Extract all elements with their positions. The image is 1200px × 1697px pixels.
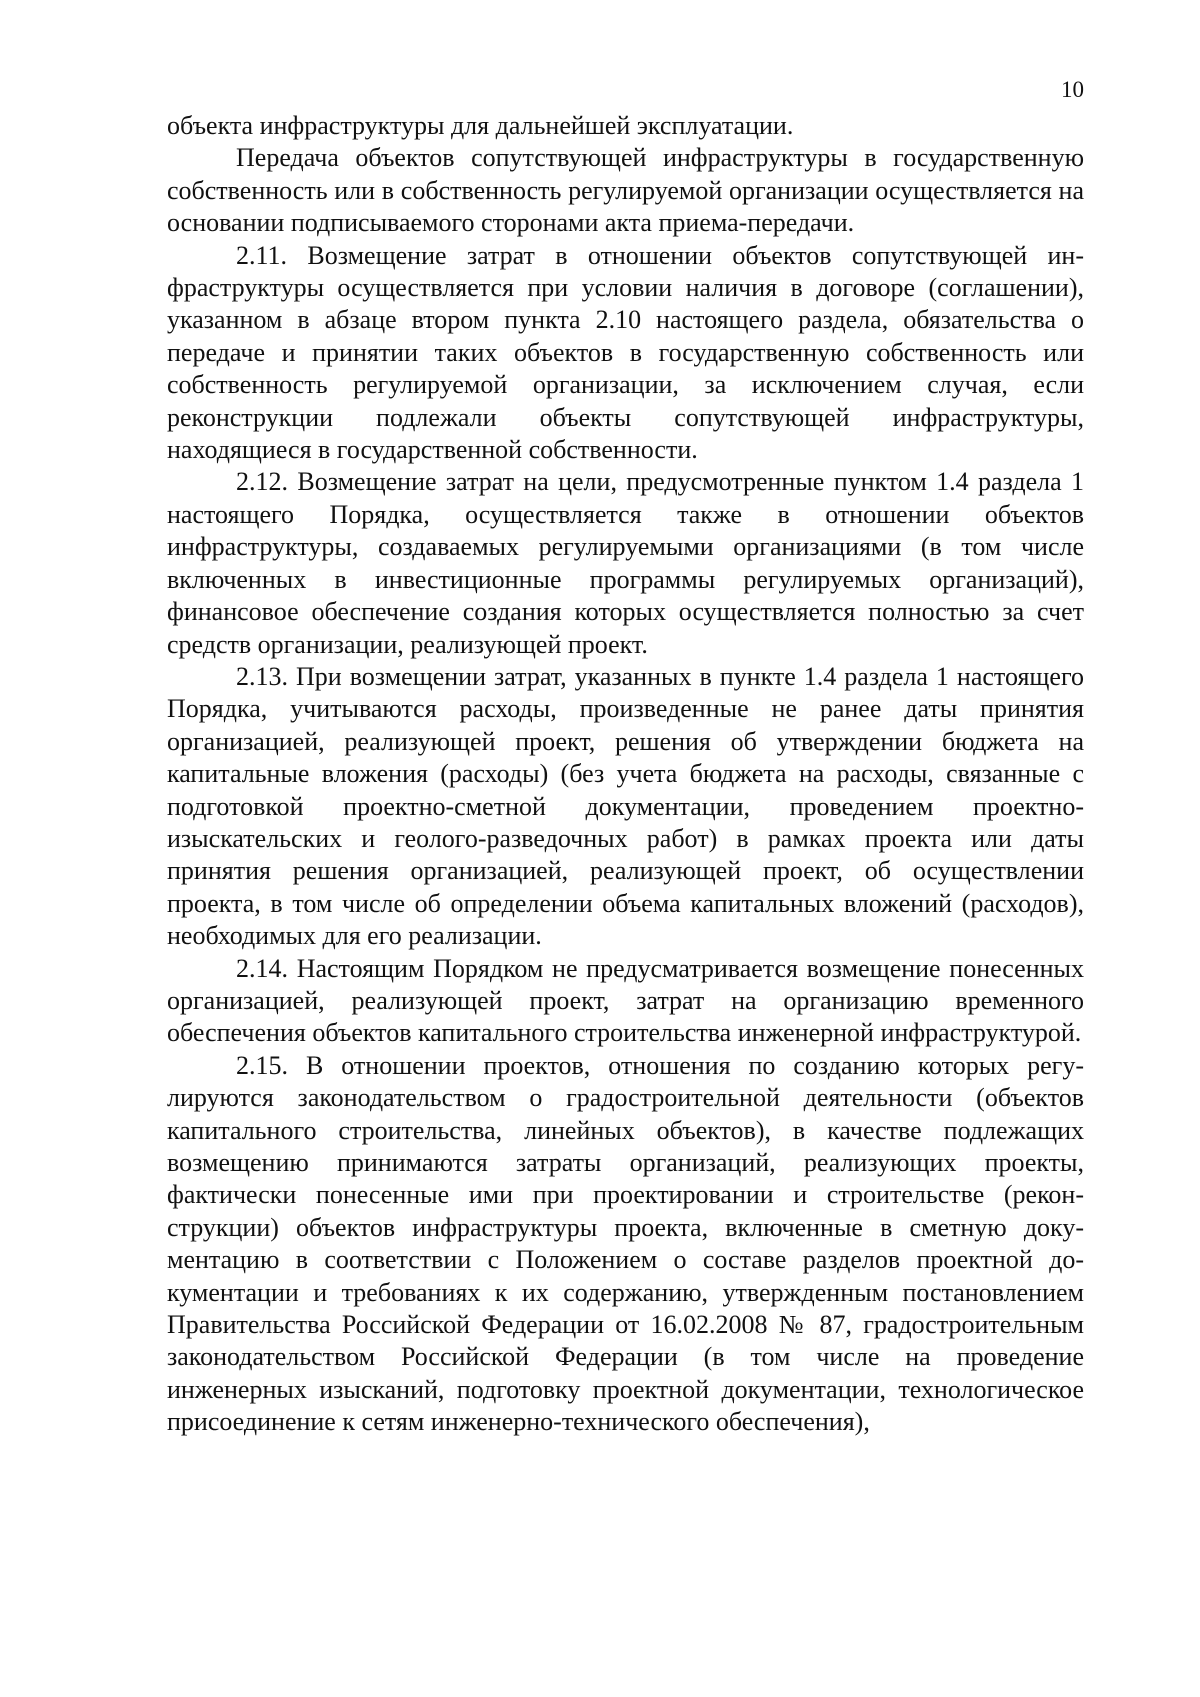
document-body [167,110,1084,1439]
paragraph-2-15: 2.15. В отношении проектов, отношения по созданию которых регулируются законодательством о градостроительной деятельности (объектов капитального строительства, линейных объектов), в качестве подлежащих возмещению принимаются затраты организаций, реализующих проекты, фактически понесенные ими при проектировании и строительстве (реконструкции) объектов инфраструктуры проекта, включенные в сметную документацию в соответствии с Положением о составе разделов проектной документации и требованиях к их содержанию, утвержденным постановлением Правительства Российской Федерации от 16.02.2008 № 87, градостроительным законодательством Российской Федерации (в том числе на проведение инженерных изысканий, подготовку проектной документации, технологическое присоединение к сетям инженерно-технического обеспечения), [167,1050,1084,1437]
paragraph-transfer-of-objects: Передача объектов сопутствующей инфраструктуры в государственную собственность или в собственность регулируемой организации осуществляется на основании подписываемого сторонами акта приема-передачи. [167,143,1084,238]
paragraph-2-13: 2.13. При возмещении затрат, указанных в пункте 1.4 раздела 1 настоящего Порядка, учитываются расходы, произведенные не ранее даты принятия организацией, реализующей проект, решения об утверждении бюджета на капитальные вложения (расходы) (без учета бюджета на расходы, связанные с подготовкой проектно-сметной документации, проведением проектно-изыскательских и геолого-разведочных работ) в рамках проекта или даты принятия решения организацией, реализующей проект, об осуществлении проекта, в том числе об определении объема капитальных вложений (расходов), необходимых для его реализации. [167,661,1084,951]
paragraph-2-12: 2.12. Возмещение затрат на цели, предусмотренные пунктом 1.4 раздела 1 настоящего Порядка, осуществляется также в отношении объектов инфраструктуры, создаваемых регулируемыми организациями (в том числе включенных в инвестиционные программы регулируемых организаций), финансовое обеспечение создания которых осуществляется полностью за счет средств организации, реализующей проект. [167,467,1084,659]
page-number: 10 [1061,77,1084,102]
paragraph-2-14: 2.14. Настоящим Порядком не предусматривается возмещение понесенных организацией, реализующей проект, затрат на организацию временного обеспечения объектов капитального строительства инженерной инфраструктурой. [167,953,1084,1048]
paragraph-2-11: 2.11. Возмещение затрат в отношении объектов сопутствующей инфраструктуры осуществляется при условии наличия в договоре (соглашении), указанном в абзаце втором пункта 2.10 настоящего раздела, обязательства о передаче и принятии таких объектов в государственную собственность или собственность регулируемой организации, за исключением случая, если реконструкции подлежали объекты сопутствующей инфраструктуры, находящиеся в государственной собственности. [167,240,1084,465]
paragraph-continuation: объекта инфраструктуры для дальнейшей эксплуатации. [167,111,794,140]
